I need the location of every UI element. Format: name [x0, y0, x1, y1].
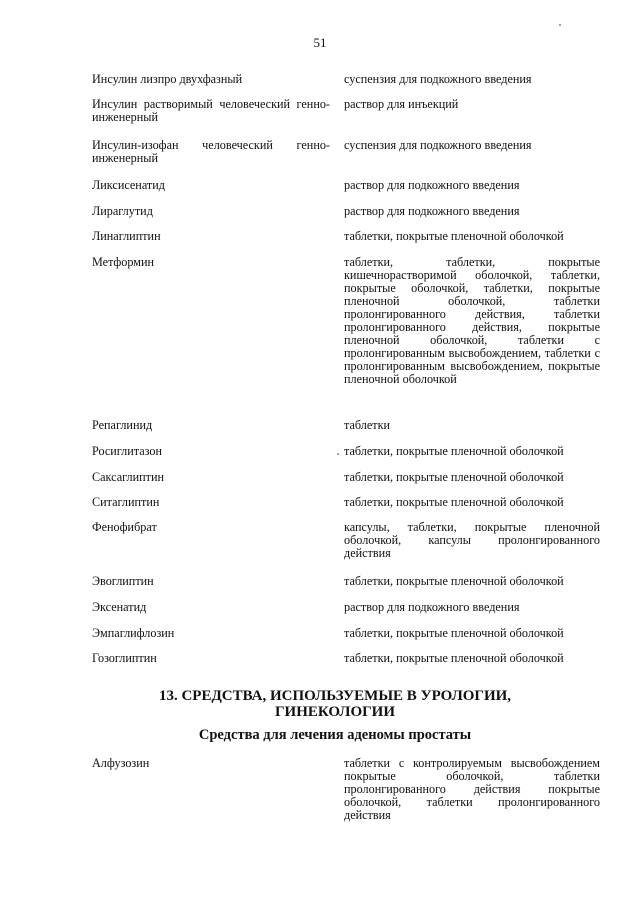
drug-name: Эмпаглифлозин — [92, 626, 175, 640]
drug-form: таблетки, покрытые пленочной оболочкой — [344, 444, 564, 458]
drug-name: Инсулин растворимый человеческий генно-инженерный — [92, 97, 330, 124]
drug-form: раствор для подкожного введения — [344, 178, 520, 192]
scan-speck — [337, 453, 339, 455]
drug-name: Репаглинид — [92, 418, 153, 432]
drug-name: Фенофибрат — [92, 520, 157, 534]
drug-form: таблетки, таблетки, покрытые кишечнорастворимой оболочкой, таблетки, покрытые оболочкой, таблетки, покрытые пленочной оболочкой, таблетки пролонгированного действия, таблетки пролонгированного действия, покрытые пленочной оболочкой, таблетки с пролонгированным высвобождением, таблетки с пролонгированным высвобождением, покрытые пленочной оболочкой — [344, 255, 600, 386]
section-title: 13. СРЕДСТВА, ИСПОЛЬЗУЕМЫЕ В УРОЛОГИИ, ГИНЕКОЛОГИИ — [158, 688, 512, 720]
drug-name: Саксаглиптин — [92, 470, 164, 484]
drug-form: раствор для инъекций — [344, 97, 459, 111]
drug-name: Гозоглиптин — [92, 651, 157, 665]
drug-form: капсулы, таблетки, покрытые пленочной оболочкой, капсулы пролонгированного действия — [344, 520, 600, 560]
drug-name: Алфузозин — [92, 756, 150, 770]
drug-form: таблетки с контролируемым высвобождением покрытые оболочкой, таблетки пролонгированного действия покрытые оболочкой, таблетки пролонгированного действия — [344, 756, 600, 822]
page-number: 51 — [313, 35, 327, 50]
drug-form: таблетки, покрытые пленочной оболочкой — [344, 470, 564, 484]
drug-name: Эксенатид — [92, 600, 147, 614]
drug-form: таблетки, покрытые пленочной оболочкой — [344, 626, 564, 640]
drug-form: таблетки, покрытые пленочной оболочкой — [344, 495, 564, 509]
drug-name: Ликсисенатид — [92, 178, 165, 192]
drug-name: Лираглутид — [92, 204, 153, 218]
drug-name: Эвоглиптин — [92, 574, 154, 588]
drug-name: Линаглиптин — [92, 229, 161, 243]
subsection-title: Средства для лечения аденомы простаты — [198, 727, 472, 743]
drug-form: суспензия для подкожного введения — [344, 138, 532, 152]
scan-speck — [559, 24, 561, 26]
drug-name: Росиглитазон — [92, 444, 163, 458]
drug-form: таблетки — [344, 418, 391, 432]
drug-name: Ситаглиптин — [92, 495, 160, 509]
drug-form: раствор для подкожного введения — [344, 204, 520, 218]
drug-name: Инсулин лизпро двухфазный — [92, 72, 243, 86]
drug-form: таблетки, покрытые пленочной оболочкой — [344, 574, 564, 588]
drug-name: Метформин — [92, 255, 155, 269]
drug-form: таблетки, покрытые пленочной оболочкой — [344, 229, 564, 243]
drug-form: суспензия для подкожного введения — [344, 72, 532, 86]
drug-form: таблетки, покрытые пленочной оболочкой — [344, 651, 564, 665]
drug-form: раствор для подкожного введения — [344, 600, 520, 614]
drug-name: Инсулин-изофан человеческий генно-инженерный — [92, 138, 330, 165]
